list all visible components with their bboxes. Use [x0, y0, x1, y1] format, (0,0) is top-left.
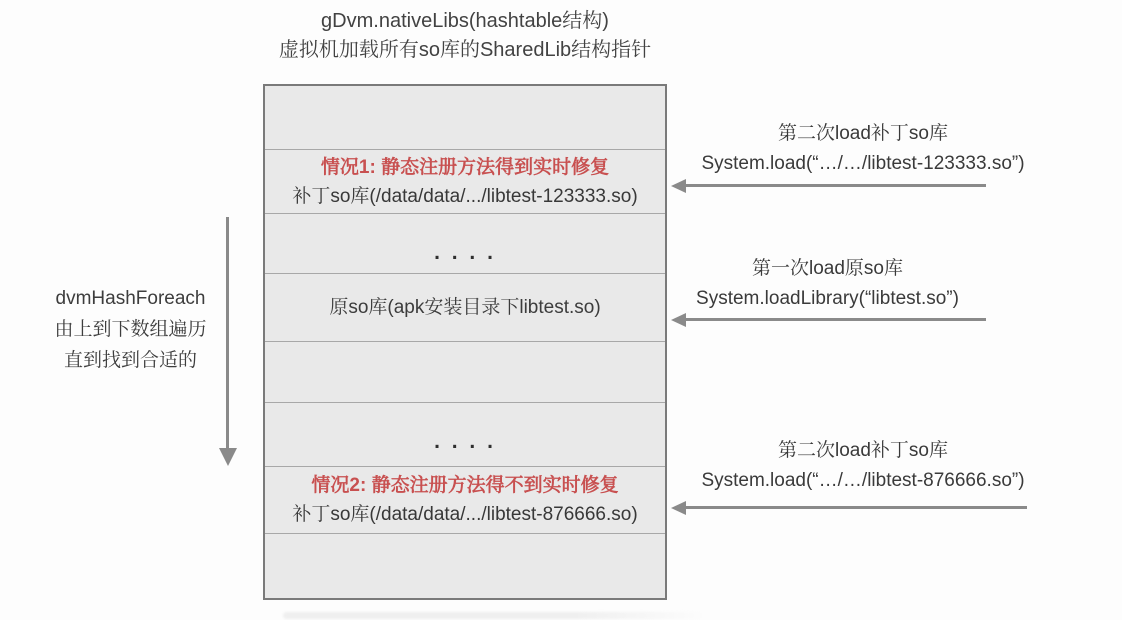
annotation3-line1: 第二次load补丁so库 — [778, 440, 948, 461]
hashtable-box — [263, 84, 667, 600]
traversal-note-line3: 直到找到合适的 — [63, 350, 197, 371]
traversal-note-line2: 由上到下数组遍历 — [54, 319, 207, 340]
table-row-case1 — [265, 150, 665, 214]
annotation-load-original-so — [640, 254, 1015, 314]
traversal-note — [28, 283, 233, 376]
annotation2-line1: 第一次load原so库 — [752, 258, 903, 279]
arrow1-left-icon — [671, 179, 686, 193]
table-row-ellipsis-1: . . . . — [265, 214, 665, 274]
diagram-title — [165, 7, 765, 65]
traversal-arrow-down-icon — [219, 448, 237, 466]
traversal-arrow-line — [226, 217, 229, 448]
case1-title: 情况1: 静态注册方法得到实时修复 — [320, 156, 610, 178]
case2-path: 补丁so库(/data/data/.../libtest-876666.so) — [292, 504, 638, 525]
bottom-cutoff-element — [283, 612, 703, 619]
annotation2-line2: System.loadLibrary(“libtest.so”) — [696, 288, 959, 309]
arrow1-line — [685, 184, 986, 187]
case2-title: 情况2: 静态注册方法得不到实时修复 — [311, 475, 619, 496]
table-row-case2 — [265, 467, 665, 534]
annotation1-line1: 第二次load补丁so库 — [778, 123, 948, 144]
annotation3-line2: System.load(“…/…/libtest-876666.so”) — [701, 470, 1025, 491]
diagram-title-line2: 虚拟机加载所有so库的SharedLib结构指针 — [278, 39, 652, 61]
arrow2-line — [685, 318, 986, 321]
annotation-load-patch-123333 — [663, 119, 1063, 179]
table-row-empty-2 — [265, 342, 665, 403]
table-row-original-so: 原so库(apk安装目录下libtest.so) — [265, 274, 665, 342]
table-row-ellipsis-2: . . . . — [265, 403, 665, 467]
arrow3-left-icon — [671, 501, 686, 515]
table-row-empty-1 — [265, 86, 665, 150]
diagram-title-line1: gDvm.nativeLibs(hashtable结构) — [321, 10, 609, 32]
annotation1-line2: System.load(“…/…/libtest-123333.so”) — [701, 153, 1025, 174]
traversal-note-line1: dvmHashForeach — [55, 288, 206, 309]
annotation-load-patch-876666 — [663, 436, 1063, 496]
table-row-empty-3 — [265, 534, 665, 598]
arrow2-left-icon — [671, 313, 686, 327]
arrow3-line — [685, 506, 1027, 509]
case1-path: 补丁so库(/data/data/.../libtest-123333.so) — [292, 185, 638, 207]
